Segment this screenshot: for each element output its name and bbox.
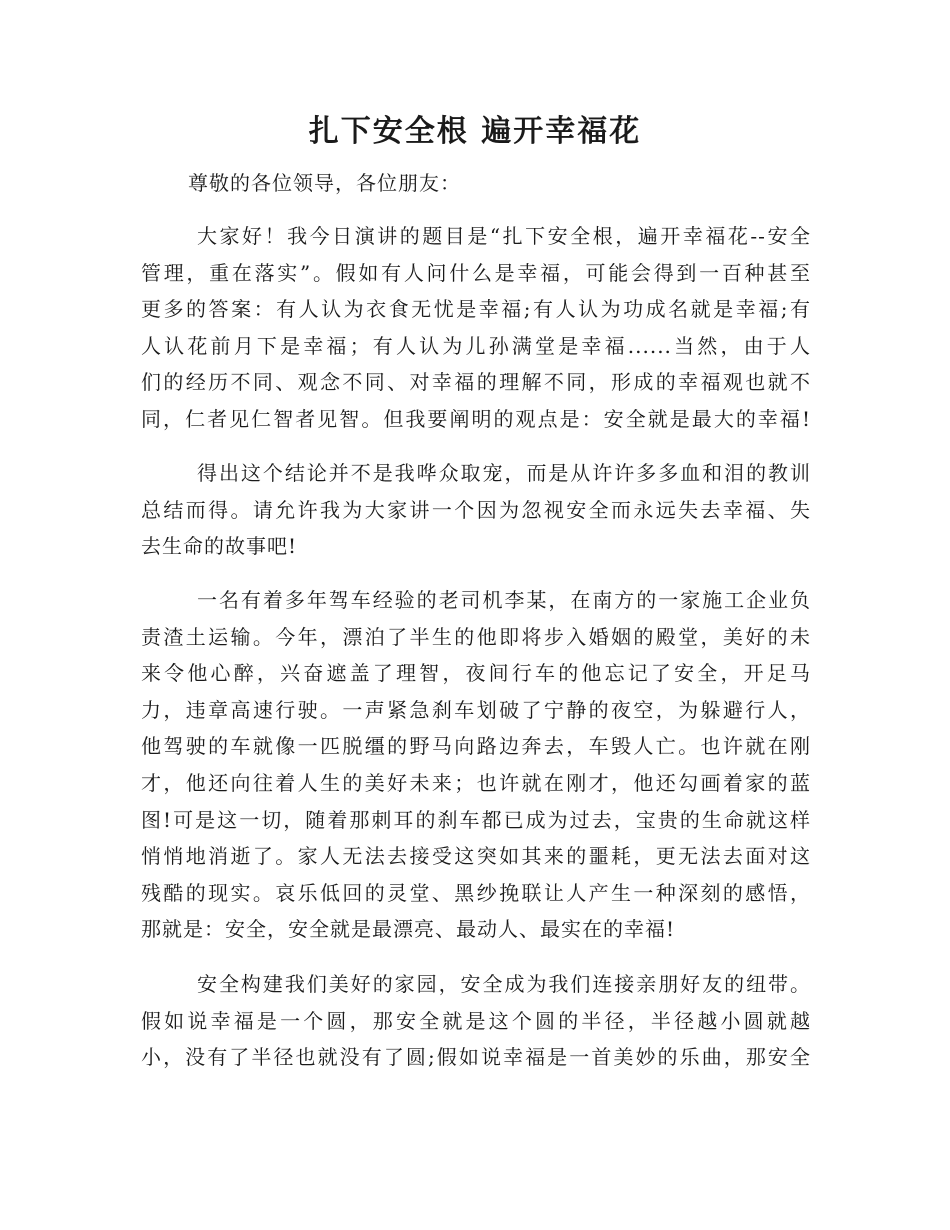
paragraph-line: 管理，重在落实”。假如有人问什么是幸福，可能会得到一百种甚至: [141, 260, 811, 285]
paragraph-line: 那就是：安全，安全就是最漂亮、最动人、最实在的幸福!: [141, 917, 676, 942]
paragraph-line: 更多的答案：有人认为衣食无忧是幸福;有人认为功成名就是幸福;有: [141, 297, 811, 322]
paragraph-line: 悄悄地消逝了。家人无法去接受这突如其来的噩耗，更无法去面对这: [141, 844, 811, 869]
paragraph-line: 去生命的故事吧!: [141, 534, 298, 559]
paragraph-line: 总结而得。请允许我为大家讲一个因为忽视安全而永远失去幸福、失: [141, 497, 811, 522]
paragraph-line: 一名有着多年驾车经验的老司机李某，在南方的一家施工企业负: [197, 588, 811, 612]
paragraph-line: 小，没有了半径也就没有了圆;假如说幸福是一首美妙的乐曲，那安全: [141, 1045, 811, 1070]
paragraph-line: 图!可是这一切，随着那刺耳的刹车都已成为过去，宝贵的生命就这样: [141, 807, 811, 832]
salutation: 尊敬的各位领导，各位朋友：: [188, 171, 461, 195]
paragraph-line: 安全构建我们美好的家园，安全成为我们连接亲朋好友的纽带。: [197, 972, 811, 996]
paragraph-4: [141, 966, 811, 1076]
paragraph-line: 力，违章高速行驶。一声紧急刹车划破了宁静的夜空，为躲避行人，: [141, 697, 811, 722]
paragraph-1: [141, 218, 811, 438]
paragraph-2: [141, 455, 811, 565]
paragraph-line: 得出这个结论并不是我哗众取宠，而是从许许多多血和泪的教训: [197, 461, 811, 485]
paragraph-line: 来令他心醉，兴奋遮盖了理智，夜间行车的他忘记了安全，开足马: [141, 661, 811, 686]
document-title: 扎下安全根 遍开幸福花: [308, 114, 642, 149]
paragraph-3: [141, 582, 811, 948]
paragraph-line: 才，他还向往着人生的美好未来；也许就在刚才，他还勾画着家的蓝: [141, 770, 811, 795]
paragraph-line: 同，仁者见仁智者见智。但我要阐明的观点是：安全就是最大的幸福!: [141, 406, 811, 431]
paragraph-line: 大家好！我今日演讲的题目是“扎下安全根，遍开幸福花--安全: [197, 224, 811, 248]
paragraph-line: 人认花前月下是幸福；有人认为儿孙满堂是幸福......当然，由于人: [141, 333, 811, 358]
paragraph-line: 他驾驶的车就像一匹脱缰的野马向路边奔去，车毁人亡。也许就在刚: [141, 734, 811, 759]
paragraph-line: 责渣土运输。今年，漂泊了半生的他即将步入婚姻的殿堂，美好的未: [141, 624, 811, 649]
paragraph-line: 们的经历不同、观念不同、对幸福的理解不同，形成的幸福观也就不: [141, 370, 811, 395]
paragraph-line: 假如说幸福是一个圆，那安全就是这个圆的半径，半径越小圆就越: [141, 1008, 811, 1033]
paragraph-line: 残酷的现实。哀乐低回的灵堂、黑纱挽联让人产生一种深刻的感悟，: [141, 880, 811, 905]
